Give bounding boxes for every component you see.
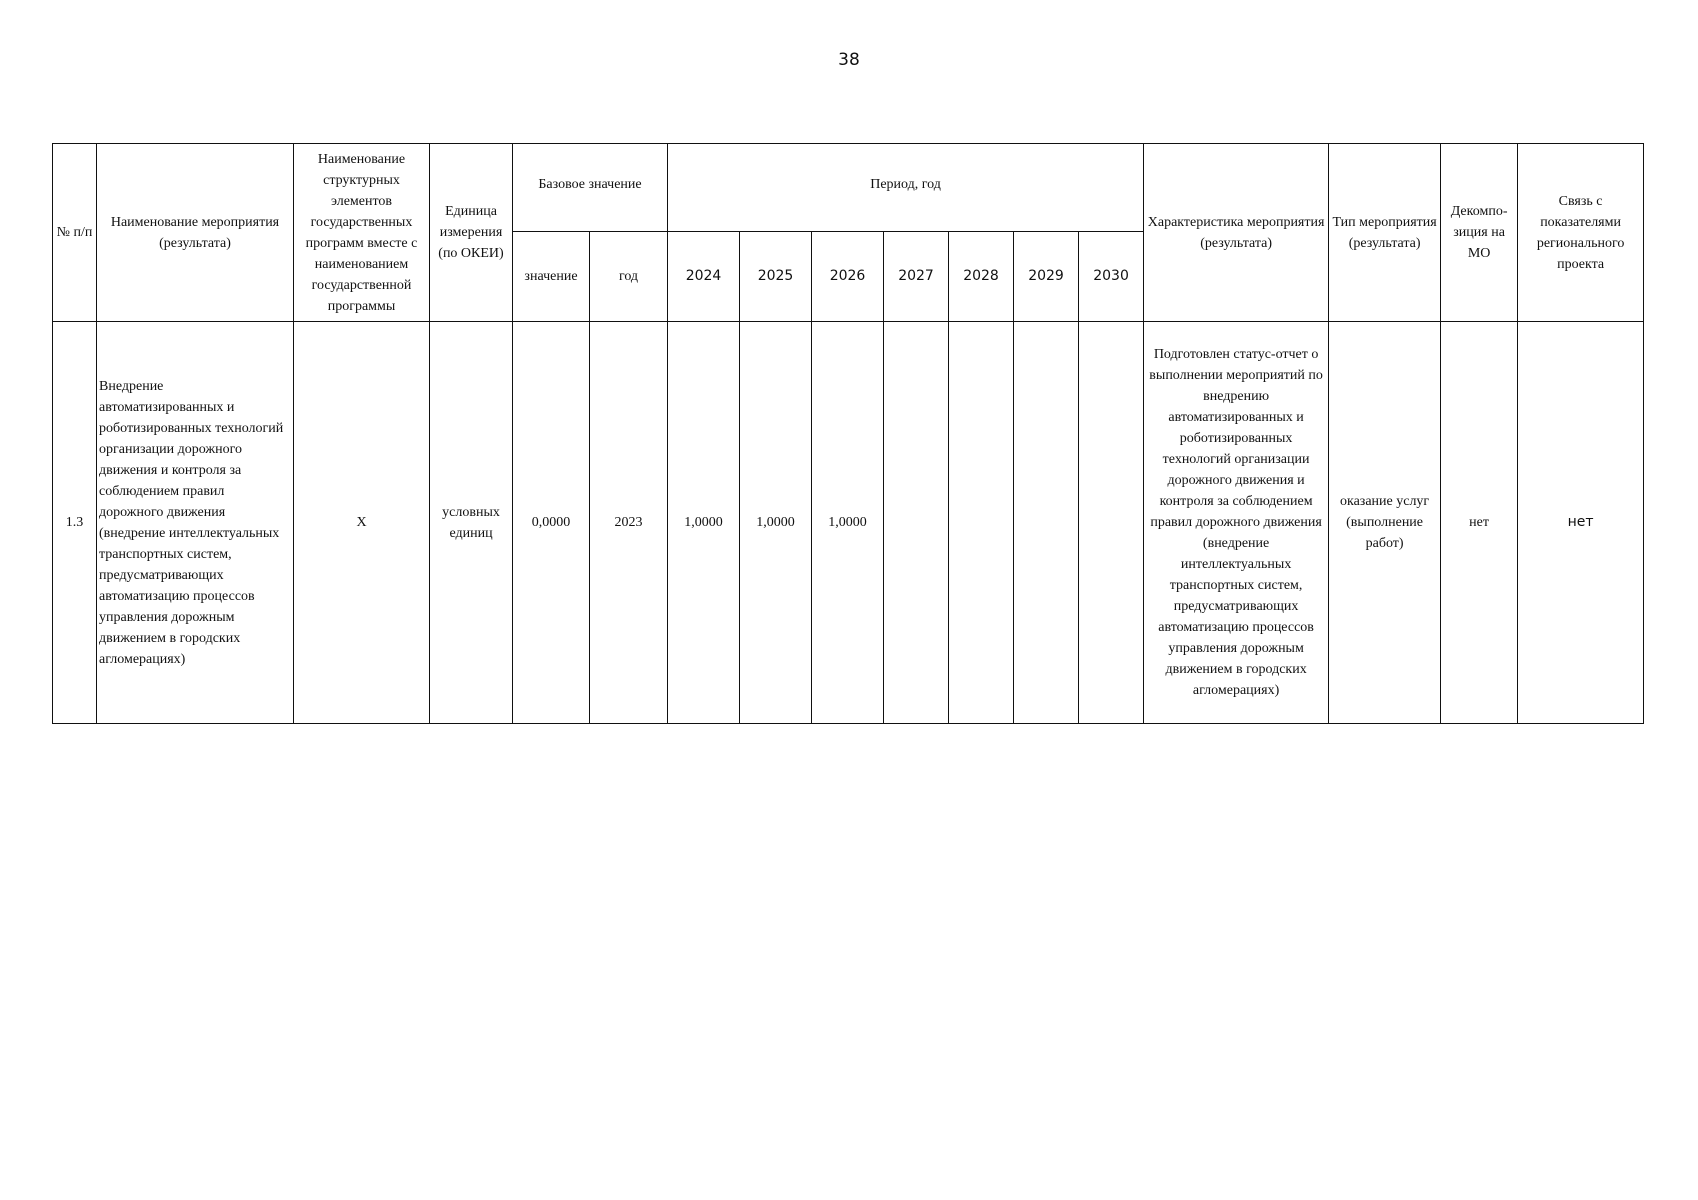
header-year-2030: 2030 [1079,232,1144,322]
row-base-year: 2023 [590,322,668,724]
row-decomp: нет [1441,322,1518,724]
header-type: Тип мероприятия (результата) [1329,144,1441,322]
header-num: № п/п [53,144,97,322]
row-value-2026: 1,0000 [812,322,884,724]
row-type: оказание услуг (выполнение работ) [1329,322,1441,724]
header-period: Период, год [668,144,1144,232]
header-year-2024: 2024 [668,232,740,322]
table-row [53,322,1644,724]
header-unit: Единица измерения (по ОКЕИ) [430,144,513,322]
row-value-2027 [884,322,949,724]
row-characteristic: Подготовлен статус-отчет о выполнении мероприятий по внедрению автоматизированных и роботизированных технологий организации дорожного движения и контроля за соблюдением правил дорожного движения (внедрение интеллектуальных транспортных систем, предусматривающих автоматизацию процессов управления дорожным движением в городских агломерациях) [1144,322,1329,724]
row-struct: X [294,322,430,724]
header-base: Базовое значение [513,144,668,232]
header-year-2028: 2028 [949,232,1014,322]
page-number: 38 [838,50,860,70]
row-value-2029 [1014,322,1079,724]
header-base-value: значение [513,232,590,322]
header-decomp: Декомпо-зиция на МО [1441,144,1518,322]
header-struct: Наименование структурных элементов государственных программ вместе с наименованием государственной программы [294,144,430,322]
activities-table [52,143,1644,724]
row-value-2024: 1,0000 [668,322,740,724]
row-unit: условных единиц [430,322,513,724]
row-base-value: 0,0000 [513,322,590,724]
row-value-2030 [1079,322,1144,724]
header-characteristic: Характеристика мероприятия (результата) [1144,144,1329,322]
header-year-2029: 2029 [1014,232,1079,322]
row-link: нет [1518,322,1644,724]
row-name: Внедрение автоматизированных и роботизированных технологий организации дорожного движения и контроля за соблюдением правил дорожного движения (внедрение интеллектуальных транспортных систем, предусматривающих автоматизацию процессов управления дорожным движением в городских агломерациях) [97,322,294,724]
header-link: Связь с показателями регионального проекта [1518,144,1644,322]
header-name: Наименование мероприятия (результата) [97,144,294,322]
header-base-year: год [590,232,668,322]
row-num: 1.3 [53,322,97,724]
header-year-2027: 2027 [884,232,949,322]
header-year-2026: 2026 [812,232,884,322]
row-value-2028 [949,322,1014,724]
row-value-2025: 1,0000 [740,322,812,724]
header-year-2025: 2025 [740,232,812,322]
